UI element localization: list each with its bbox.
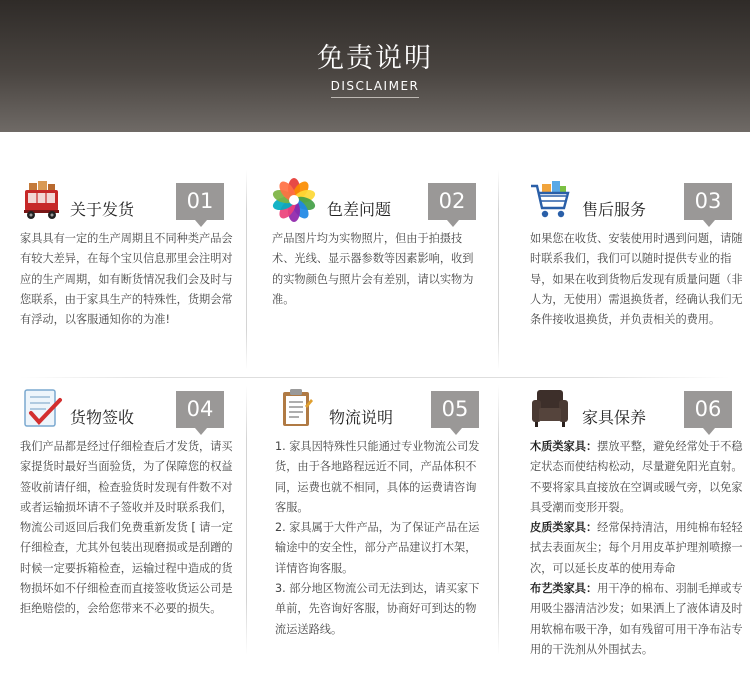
logistics-item: 1. 家具因特殊性只能通过专业物流公司发货，由于各地路程远近不同，产品体积不同，运费也就不相同，具体的运费请咨询客服。 — [275, 440, 480, 514]
color-wheel-icon — [272, 178, 316, 222]
card-logistics — [275, 384, 507, 640]
card-text: 如果您在收货、安装使用时遇到问题，请随时联系我们，我们可以随时提供专业的指导，如果在收到货物后发现有质量问题（非人为，无使用）需退换货者，经确认我们无条件接收退换货，并负责相关的费用。 — [530, 232, 743, 327]
care-label: 布艺类家具： — [530, 582, 598, 596]
card-text: 家具具有一定的生产周期且不同种类产品会有较大差异，在每个宝贝信息那里会注明对应的生产周期，如有断货情况我们会及时与您联系，由于家具生产的特殊性，货期会常有浮动，以客服通知你的为准! — [20, 232, 233, 327]
page-subtitle: DISCLAIMER — [330, 79, 420, 93]
shopping-cart-icon — [528, 178, 572, 222]
card-shipping — [20, 176, 252, 330]
care-text: 用干净的棉布、羽制毛掸或专用吸尘器清洁沙发；如果洒上了液体请及时用软棉布吸干净，如有残留可用干净布沾专用的干洗剂从外围拭去。 — [530, 582, 743, 656]
care-section-wood — [530, 437, 748, 518]
row-divider — [20, 377, 730, 378]
card-receipt — [20, 384, 252, 620]
care-section-fabric — [530, 579, 748, 660]
logistics-item: 2. 家具属于大件产品，为了保证产品在运输途中的安全性，部分产品建议打木架，详情咨询客服。 — [275, 521, 480, 575]
clipboard-icon — [275, 386, 319, 430]
card-title: 售后服务 — [582, 200, 647, 219]
card-title: 物流说明 — [329, 408, 394, 427]
care-label: 皮质类家具： — [530, 521, 598, 535]
number-badge: 02 — [428, 183, 476, 220]
card-title: 货物签收 — [70, 408, 135, 427]
title-underline — [331, 97, 419, 98]
number-badge: 03 — [684, 183, 732, 220]
card-after-sales — [528, 176, 750, 330]
card-maintenance — [528, 384, 750, 660]
number-badge: 05 — [431, 391, 479, 428]
care-text: 经常保持清洁，用纯棉布轻轻拭去表面灰尘；每个月用皮革护理剂喷擦一次，可以延长皮革的使用寿命 — [530, 521, 743, 575]
care-label: 木质类家具： — [530, 440, 598, 453]
number-badge: 06 — [684, 391, 732, 428]
card-title: 色差问题 — [327, 200, 392, 219]
card-color-difference — [272, 176, 504, 310]
checklist-icon — [20, 386, 64, 430]
card-title: 关于发货 — [70, 200, 135, 219]
number-badge: 01 — [176, 183, 224, 220]
number-badge: 04 — [176, 391, 224, 428]
delivery-truck-icon — [20, 178, 64, 222]
header-banner — [0, 0, 750, 132]
card-title: 家具保养 — [582, 408, 647, 427]
care-section-leather — [530, 518, 748, 579]
armchair-icon — [528, 386, 572, 430]
logistics-item: 3. 部分地区物流公司无法到达，请买家下单前，先咨询好客服，协商好可到达的物流运送路线。 — [275, 582, 480, 636]
page-title: 免责说明 — [317, 43, 433, 74]
card-text: 我们产品都是经过仔细检查后才发货，请买家提货时最好当面验货，为了保障您的权益签收前请仔细，检查验货时发现有件数不对或者运输损坏请不子签收并及时联系我们，物流公司返回后我们免费重新发货 [ 请一定仔细检查，尤其外包装出现磨损或是刮蹭的时候一定要拆箱检查，运输过程中造成的货物损坏如不仔细检查而直接签收货运公司是拒绝赔偿的，会给您带来不必要的损失。 — [20, 440, 233, 616]
card-text: 产品图片均为实物照片，但由于拍摄技术、光线、显示器参数等因素影响，收到的实物颜色与照片会有差别，请以实物为准。 — [272, 232, 474, 306]
care-text: 摆放平整，避免经常处于不稳定状态而使结构松动，尽量避免阳光直射。不要将家具直接放在空调或暖气旁，以免家具受潮而变形开裂。 — [530, 440, 743, 514]
